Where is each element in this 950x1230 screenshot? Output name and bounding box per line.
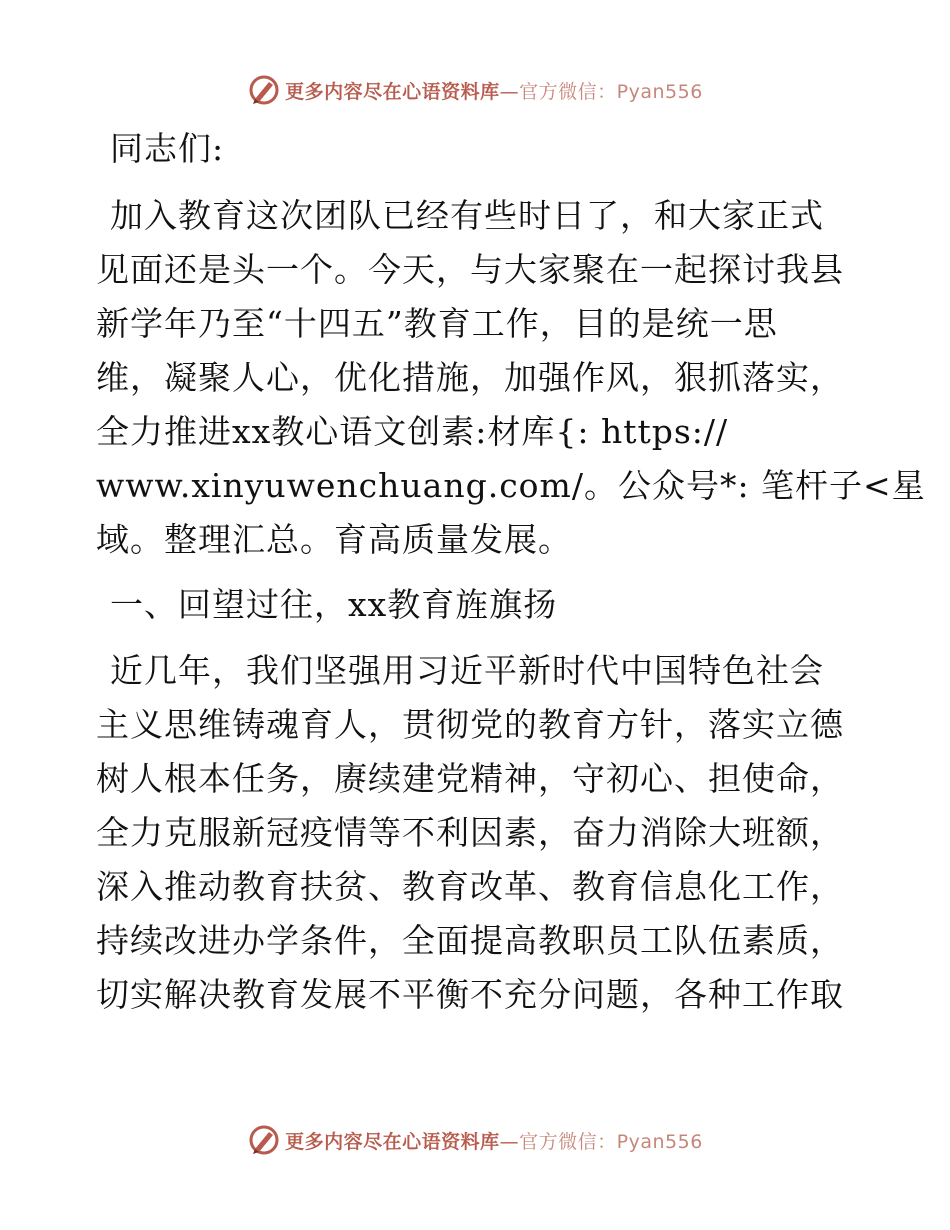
pen-circle-logo-icon	[247, 1123, 281, 1157]
text-line: 见面还是头一个。今天，与大家聚在一起探讨我县	[96, 250, 844, 289]
paragraph-review	[96, 644, 856, 1022]
text-line: 加入教育这次团队已经有些时日了，和大家正式	[110, 196, 824, 235]
watermark-contact: 官方微信：Pyan556	[519, 1130, 703, 1153]
footer-watermark	[0, 1120, 950, 1160]
watermark-dash: —	[499, 1130, 520, 1153]
watermark-title: 更多内容尽在心语资料库	[285, 80, 500, 103]
text-line: 新学年乃至“十四五”教育工作，目的是统一思	[96, 304, 778, 343]
watermark-dash: —	[499, 80, 520, 103]
text-line: www.xinyuwenchuang.com/。公众号*: 笔杆子<星	[96, 466, 926, 505]
section-heading: 一、回望过往，xx教育旌旗扬	[110, 585, 558, 624]
text-line: 持续改进办学条件，全面提高教职员工队伍素质，	[96, 921, 844, 960]
text-line: 域。整理汇总。育高质量发展。	[96, 520, 572, 559]
watermark-title: 更多内容尽在心语资料库	[285, 1130, 500, 1153]
text-line: 全力克服新冠疫情等不利因素，奋力消除大班额，	[96, 813, 844, 852]
pen-circle-logo-icon	[247, 73, 281, 107]
text-line: 深入推动教育扶贫、教育改革、教育信息化工作，	[96, 867, 844, 906]
text-line: 主义思维铸魂育人，贯彻党的教育方针，落实立德	[96, 705, 844, 744]
text-line: 维，凝聚人心，优化措施，加强作风，狠抓落实，	[96, 358, 844, 397]
greeting: 同志们:	[110, 129, 225, 168]
text-line: 近几年，我们坚强用习近平新时代中国特色社会	[110, 651, 824, 690]
text-line: 树人根本任务，赓续建党精神，守初心、担使命，	[96, 759, 844, 798]
document-body	[96, 122, 926, 1022]
text-line: 切实解决教育发展不平衡不充分问题，各种工作取	[96, 975, 844, 1014]
watermark-contact: 官方微信：Pyan556	[519, 80, 703, 103]
paragraph-intro	[96, 189, 926, 567]
text-line: 全力推进xx教心语文创素:材库{: https://	[96, 412, 729, 451]
header-watermark	[0, 70, 950, 110]
